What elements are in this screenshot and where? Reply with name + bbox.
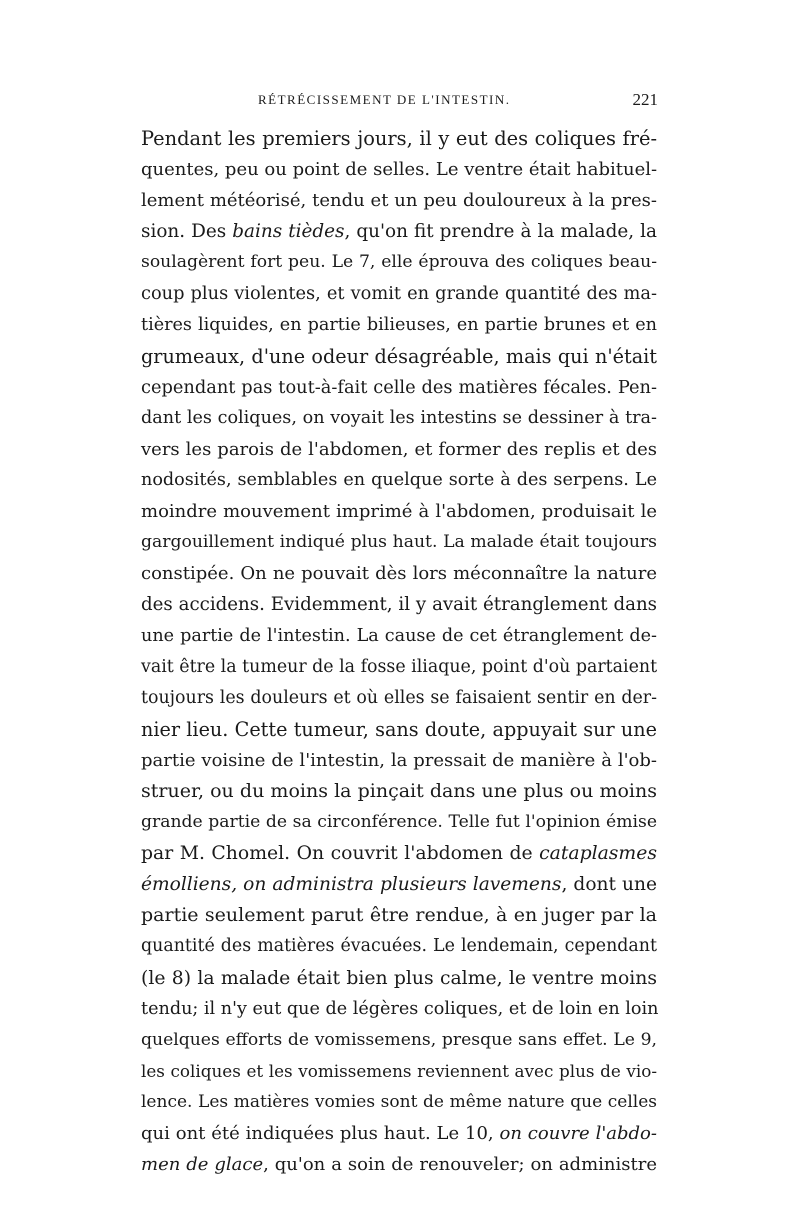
text-line bbox=[141, 1149, 657, 1180]
text-line bbox=[141, 372, 657, 403]
text-run: gargouillement indiqué plus haut. La malade était toujours bbox=[141, 532, 657, 553]
text-run: toujours les douleurs et où elles se faisaient sentir en der- bbox=[141, 687, 657, 708]
text-run: partie seulement parut être rendue, à en juger par la bbox=[141, 904, 657, 927]
text-run: partie voisine de l'intestin, la pressait de manière à l'ob- bbox=[141, 749, 657, 771]
running-head bbox=[258, 92, 658, 116]
text-line bbox=[141, 341, 657, 372]
text-line bbox=[141, 310, 657, 341]
text-run: lement météorisé, tendu et un peu douloureux à la pres- bbox=[141, 190, 657, 212]
text-run: une partie de l'intestin. La cause de cet étranglement de- bbox=[141, 625, 657, 646]
text-line bbox=[141, 465, 657, 496]
italic-run: men de glace bbox=[141, 1154, 264, 1176]
text-run: quelques efforts de vomissemens, presque sans effet. Le 9, bbox=[141, 1029, 657, 1050]
text-run: nodosités, semblables en quelque sorte à des serpens. Le bbox=[141, 470, 657, 491]
text-run: sion. Des bbox=[141, 221, 233, 243]
text-line bbox=[141, 278, 657, 309]
text-run: des accidens. Evidemment, il y avait étranglement dans bbox=[141, 594, 657, 616]
text-line bbox=[141, 123, 657, 154]
text-line bbox=[141, 1025, 657, 1056]
text-line bbox=[141, 807, 657, 838]
text-run: (le 8) la malade était bien plus calme, le ventre moins bbox=[141, 967, 657, 989]
text-run: cependant pas tout-à-fait celle des matières fécales. Pen- bbox=[141, 376, 657, 398]
text-run: nier lieu. Cette tumeur, sans doute, appuyait sur une bbox=[141, 717, 657, 741]
running-title: RÉTRÉCISSEMENT DE L'INTESTIN. bbox=[258, 92, 511, 107]
text-run: grumeaux, d'une odeur désagréable, mais qui n'était bbox=[141, 344, 657, 368]
text-line bbox=[141, 1056, 657, 1087]
text-run: soulagèrent fort peu. Le 7, elle éprouva des coliques beau- bbox=[141, 252, 657, 273]
text-run: struer, ou du moins la pinçait dans une plus ou moins bbox=[141, 779, 657, 802]
text-line bbox=[141, 652, 657, 683]
text-line bbox=[141, 931, 657, 962]
text-line bbox=[141, 714, 657, 745]
text-run: quentes, peu ou point de selles. Le ventre était habituel- bbox=[141, 159, 658, 181]
text-line bbox=[141, 994, 657, 1025]
text-run: moindre mouvement imprimé à l'abdomen, produisait le bbox=[141, 501, 657, 523]
text-line bbox=[141, 154, 657, 185]
text-line bbox=[141, 496, 657, 527]
text-line bbox=[141, 1118, 657, 1149]
text-run: par M. Chomel. On couvrit l'abdomen de bbox=[141, 843, 540, 865]
text-run: qui ont été indiquées plus haut. Le 10, bbox=[141, 1123, 500, 1144]
text-run: vers les parois de l'abdomen, et former des replis et des bbox=[141, 438, 657, 460]
text-line bbox=[141, 558, 657, 589]
text-line bbox=[141, 869, 657, 900]
text-line bbox=[141, 1087, 657, 1118]
text-run: dant les coliques, on voyait les intestins se dessiner à tra- bbox=[141, 407, 657, 428]
text-run: grande partie de sa circonférence. Telle fut l'opinion émise bbox=[141, 812, 657, 833]
text-line bbox=[141, 900, 657, 931]
text-line bbox=[141, 589, 657, 620]
text-run: Pendant les premiers jours, il y eut des coliques fré- bbox=[141, 127, 657, 150]
text-run: , qu'on fit prendre à la malade, la bbox=[344, 221, 658, 243]
text-line bbox=[141, 776, 657, 807]
text-run: coup plus violentes, et vomit en grande quantité des ma- bbox=[141, 283, 657, 305]
text-line bbox=[141, 403, 657, 434]
text-line bbox=[141, 185, 657, 216]
text-line bbox=[141, 745, 657, 776]
text-line bbox=[141, 621, 657, 652]
italic-run: émolliens, on administra plusieurs lavemens bbox=[141, 874, 562, 896]
text-run: constipée. On ne pouvait dès lors méconnaître la nature bbox=[141, 563, 657, 585]
text-run: tières liquides, en partie bilieuses, en partie brunes et en bbox=[141, 314, 657, 335]
text-run: tendu; il n'y eut que de légères coliques, et de loin en loin bbox=[141, 998, 659, 1019]
text-line bbox=[141, 683, 657, 714]
text-line bbox=[141, 527, 657, 558]
text-line bbox=[141, 838, 657, 869]
text-line bbox=[141, 434, 657, 465]
text-line bbox=[141, 216, 657, 247]
text-line bbox=[141, 247, 657, 278]
text-run: , qu'on a soin de renouveler; on administre bbox=[263, 1154, 657, 1176]
text-run: vait être la tumeur de la fosse iliaque, point d'où partaient bbox=[141, 656, 658, 677]
text-run: les coliques et les vomissemens reviennent avec plus de vio- bbox=[141, 1060, 657, 1081]
body-text bbox=[141, 123, 657, 1180]
text-run: , dont une bbox=[561, 874, 658, 896]
italic-run: bains tièdes bbox=[232, 221, 345, 243]
text-run: lence. Les matières vomies sont de même nature que celles bbox=[141, 1091, 657, 1112]
text-run: quantité des matières évacuées. Le lendemain, cependant bbox=[141, 936, 657, 957]
text-line bbox=[141, 963, 657, 994]
italic-run: cataplasmes bbox=[539, 843, 657, 865]
italic-run: on couvre l'abdo- bbox=[499, 1123, 657, 1144]
page-number: 221 bbox=[632, 90, 658, 109]
